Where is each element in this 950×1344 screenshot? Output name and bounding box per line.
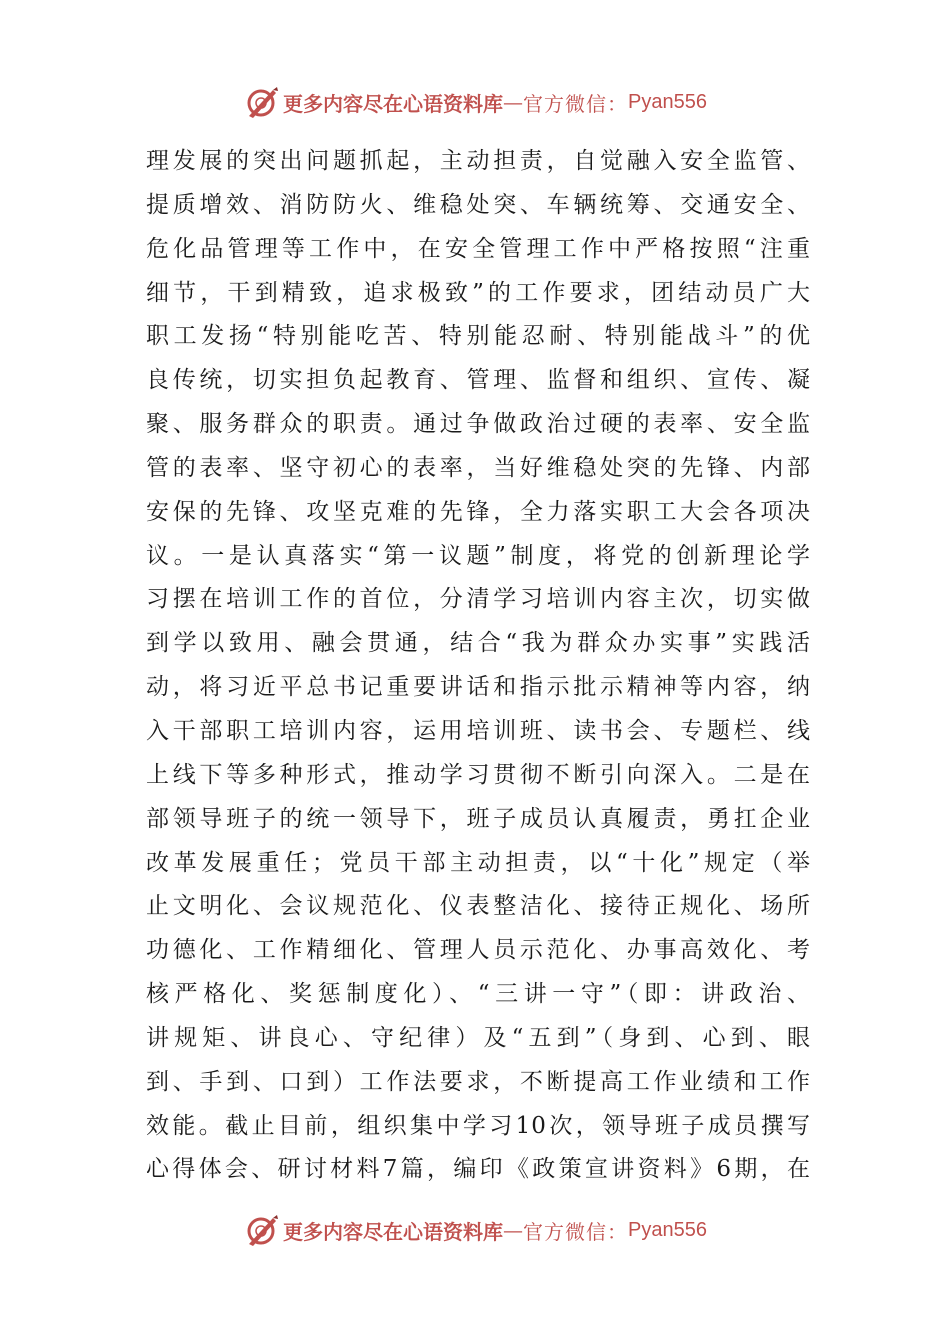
pen-circle-logo-icon [243,84,279,120]
text-line: 上线下等多种形式，推动学习贯彻不断引向深入。二是在 [146,761,811,788]
text-line: 动，将习近平总书记重要讲话和指示批示精神等内容，纳 [146,674,811,701]
text-line: 良传统，切实担负起教育、管理、监督和组织、宣传、凝 [146,367,811,394]
text-line: 危化品管理等工作中，在安全管理工作中严格按照“注重 [146,235,811,262]
header-banner [0,82,950,122]
text-line: 入干部职工培训内容，运用培训班、读书会、专题栏、线 [146,717,811,744]
pen-circle-logo-icon [243,1212,279,1248]
text-line: 安保的先锋、攻坚克难的先锋，全力落实职工大会各项决 [146,498,811,525]
header-wechat-id: Pyan556 [628,90,707,113]
text-line: 止文明化、会议规范化、仪表整洁化、接待正规化、场所 [146,893,811,920]
footer-brand: 更多内容尽在心语资料库 [283,1219,504,1244]
text-line: 到、手到、口到）工作法要求，不断提高工作业绩和工作 [146,1068,811,1095]
text-line: 职工发扬“特别能吃苦、特别能忍耐、特别能战斗”的优 [146,323,811,350]
text-line: 习摆在培训工作的首位，分清学习培训内容主次，切实做 [146,586,811,613]
text-line: 讲规矩、讲良心、守纪律）及“五到”（身到、心到、眼 [146,1024,811,1051]
footer-separator: — [503,1218,524,1242]
header-separator: — [503,90,524,114]
text-line: 心得体会、研讨材料7篇，编印《政策宣讲资料》6期，在 [146,1156,811,1183]
body-paragraph [146,140,811,1192]
text-line: 效能。截止目前，组织集中学习10次，领导班子成员撰写 [146,1112,811,1139]
header-brand: 更多内容尽在心语资料库 [283,91,504,116]
text-line: 部领导班子的统一领导下，班子成员认真履责，勇扛企业 [146,805,811,832]
header-wechat-label: 官方微信： [523,91,629,116]
text-line: 细节，干到精致，追求极致”的工作要求，团结动员广大 [146,279,811,306]
footer-wechat-label: 官方微信： [523,1219,629,1244]
text-line: 提质增效、消防防火、维稳处突、车辆统筹、交通安全、 [146,191,811,218]
text-line: 管的表率、坚守初心的表率，当好维稳处突的先锋、内部 [146,454,811,481]
text-line: 核严格化、奖惩制度化）、“三讲一守”（即：讲政治、 [146,981,811,1008]
text-line: 理发展的突出问题抓起，主动担责，自觉融入安全监管、 [146,148,811,174]
text-line: 改革发展重任；党员干部主动担责，以“十化”规定（举 [146,849,811,876]
footer-wechat-id: Pyan556 [628,1218,707,1241]
text-line: 功德化、工作精细化、管理人员示范化、办事高效化、考 [146,937,811,964]
text-line: 议。一是认真落实“第一议题”制度，将党的创新理论学 [146,542,811,569]
text-line: 聚、服务群众的职责。通过争做政治过硬的表率、安全监 [146,411,811,438]
footer-banner [0,1210,950,1250]
text-line: 到学以致用、融会贯通，结合“我为群众办实事”实践活 [146,630,811,657]
